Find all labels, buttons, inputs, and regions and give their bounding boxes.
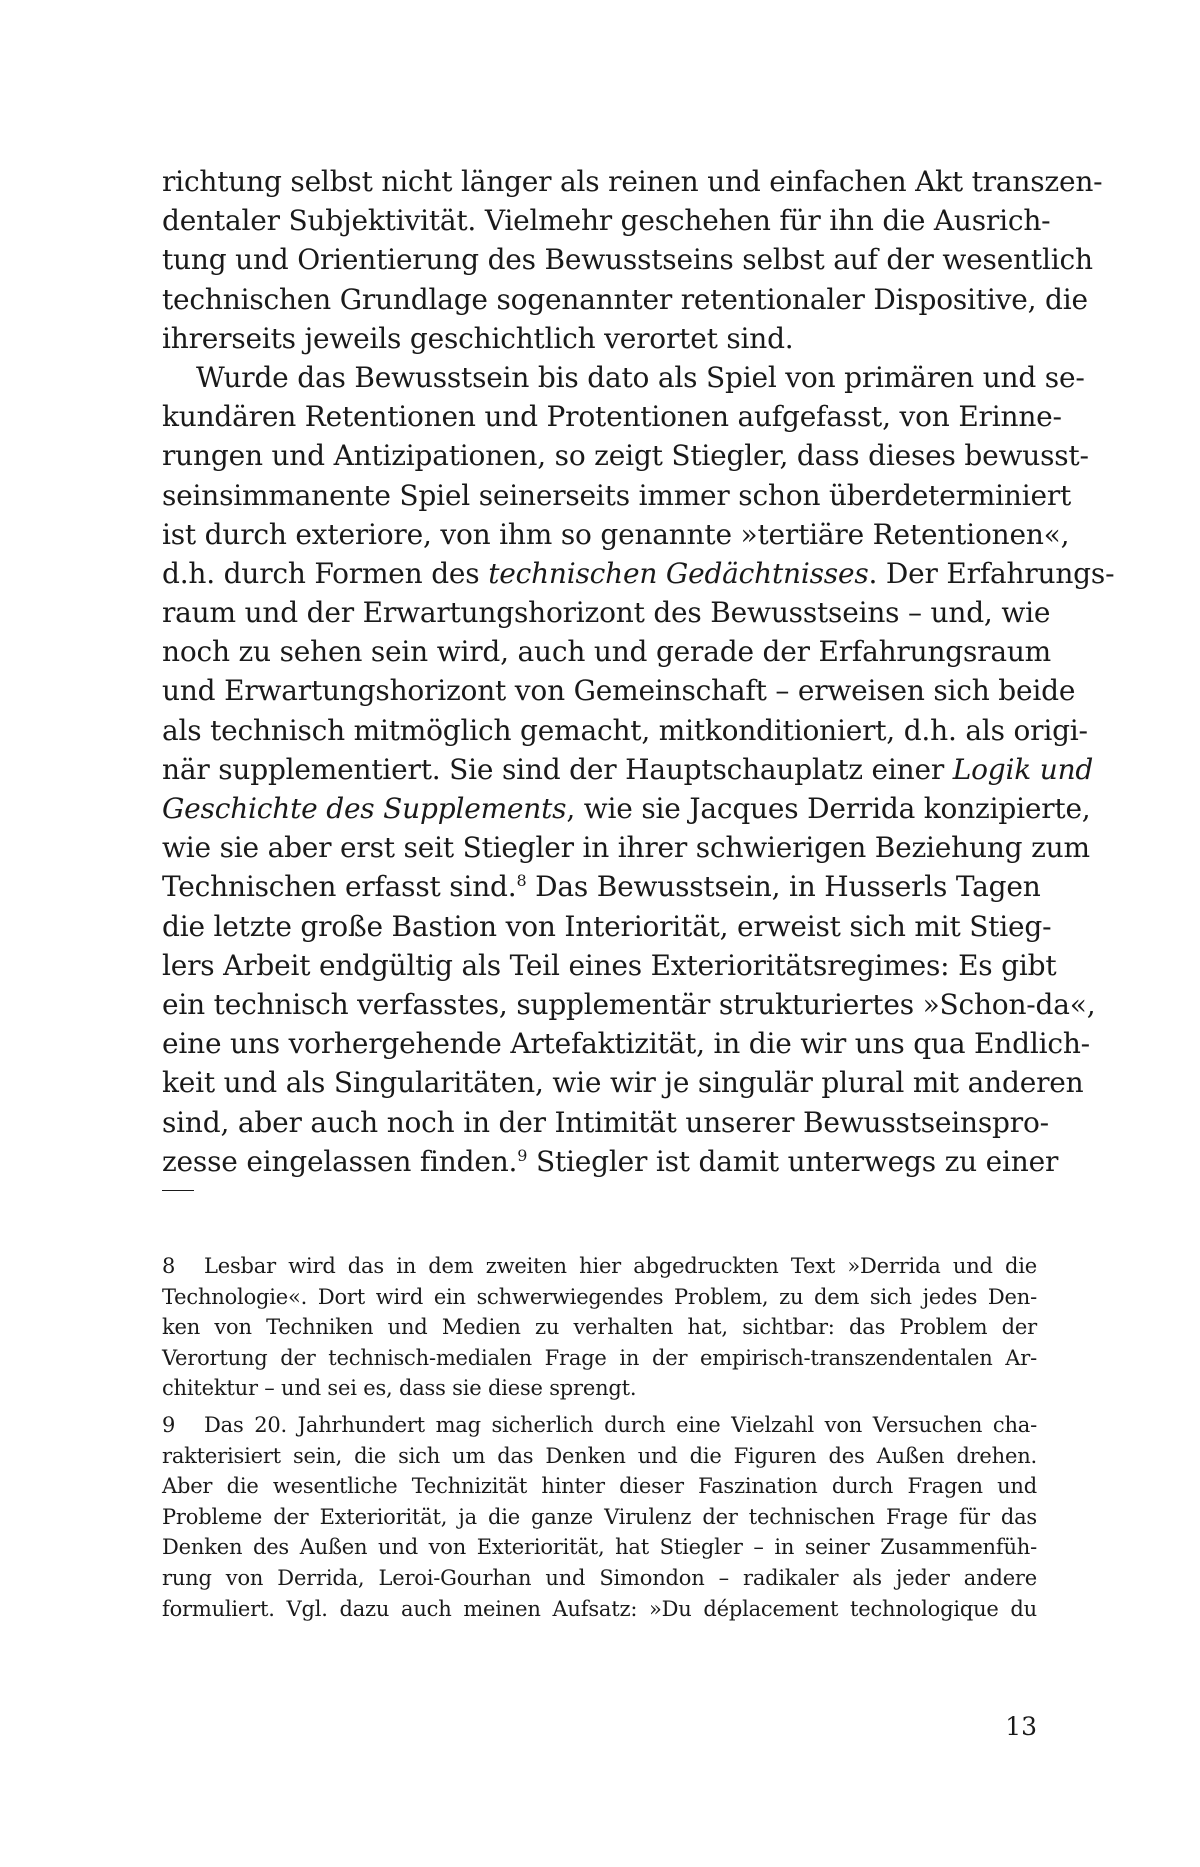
- body-line: rungen und Antizipationen, so zeigt Stiegler, dass dieses bewusst-: [162, 439, 1089, 473]
- body-line: die letzte große Bastion von Interiorität, erweist sich mit Stieg-: [162, 909, 1052, 943]
- footnote-line: chitektur – und sei es, dass sie diese sprengt.: [162, 1376, 637, 1401]
- body-text: [162, 162, 1115, 1181]
- footnote-line: [162, 1251, 1037, 1282]
- body-line: richtung selbst nicht länger als reinen und einfachen Akt transzen-: [162, 165, 1103, 198]
- footnote-line: Technologie«. Dort wird ein schwerwiegendes Problem, zu dem sich jedes Den-: [162, 1284, 1037, 1309]
- text-run: Das 20. Jahrhundert mag sicherlich durch eine Vielzahl von Versuchen cha-: [204, 1412, 1037, 1437]
- footnote-line: rung von Derrida, Leroi-Gourhan und Simondon – radikaler als jeder andere: [162, 1565, 1037, 1590]
- body-line: ein technisch verfasstes, supplementär strukturiertes »Schon-da«,: [162, 987, 1096, 1021]
- footnote-ref-9[interactable]: 9: [517, 1145, 528, 1165]
- body-line: [162, 1142, 1059, 1181]
- footnote-line: rakterisiert sein, die sich um das Denken und die Figuren des Außen drehen.: [162, 1443, 1037, 1468]
- body-line: eine uns vorhergehende Artefaktizität, in die wir uns qua Endlich-: [162, 1027, 1090, 1061]
- footnote-line: formuliert. Vgl. dazu auch meinen Aufsatz: »Du déplacement technologique du: [162, 1596, 1037, 1621]
- body-line: dentaler Subjektivität. Vielmehr geschehen für ihn die Ausrich-: [162, 204, 1051, 238]
- text-run: Stiegler ist damit unterwegs zu einer: [527, 1144, 1059, 1178]
- body-line: seinsimmanente Spiel seinerseits immer schon überdeterminiert: [162, 478, 1072, 512]
- text-run: , wie sie Jacques Derrida konzipierte,: [566, 792, 1091, 825]
- footnote-line: ken von Techniken und Medien zu verhalten hat, sichtbar: das Problem der: [162, 1315, 1037, 1340]
- footnotes: [162, 1251, 1037, 1624]
- text-run: zesse eingelassen finden.: [162, 1144, 518, 1178]
- footnote-line: Verortung der technisch-medialen Frage in der empirisch-transzendentalen Ar-: [162, 1345, 1037, 1370]
- footnote-8: [162, 1251, 1037, 1404]
- body-line: noch zu sehen sein wird, auch und gerade der Erfahrungsraum: [162, 635, 1052, 669]
- footnote-line: Probleme der Exteriorität, ja die ganze Virulenz der technischen Frage für das: [162, 1504, 1037, 1529]
- footnote-line: Denken des Außen und von Exteriorität, hat Stiegler – in seiner Zusammenfüh-: [162, 1535, 1037, 1560]
- text-run: d.h. durch Formen des: [162, 556, 489, 590]
- body-line: Wurde das Bewusstsein bis dato als Spiel von primären und se-: [196, 360, 1085, 394]
- text-run: . Der Erfahrungs-: [868, 556, 1115, 590]
- body-line: [162, 750, 1094, 789]
- body-line: als technisch mitmöglich gemacht, mitkonditioniert, d.h. als origi-: [162, 713, 1088, 747]
- text-run: Das Bewusstsein, in Husserls Tagen: [526, 870, 1041, 904]
- body-line: keit und als Singularitäten, wie wir je singulär plural mit anderen: [162, 1066, 1084, 1100]
- footnote-ref-8[interactable]: 8: [516, 871, 527, 891]
- emphasis-text: technischen Gedächtnisses: [488, 556, 869, 590]
- body-line: technischen Grundlage sogenannter retentionaler Dispositive, die: [162, 282, 1088, 316]
- text-run: Technischen erfasst sind.: [162, 870, 517, 904]
- footnote-line: Aber die wesentliche Technizität hinter dieser Faszination durch Fragen und: [162, 1474, 1037, 1499]
- emphasis-text: Geschichte des Supplements: [162, 792, 567, 825]
- footnote-separator: [162, 1190, 194, 1191]
- text-run: när supplementiert. Sie sind der Hauptschauplatz einer: [162, 752, 953, 786]
- page-number: 13: [1005, 1712, 1037, 1741]
- body-line: und Erwartungshorizont von Gemeinschaft – erweisen sich beide: [162, 674, 1076, 708]
- body-line: ihrerseits jeweils geschichtlich verortet sind.: [162, 321, 794, 355]
- footnote-line: [162, 1410, 1037, 1441]
- body-line: [162, 789, 1091, 828]
- footnote-number: 9: [162, 1412, 176, 1437]
- body-line: [162, 554, 1115, 593]
- footnote-number: 8: [162, 1254, 176, 1278]
- body-line: raum und der Erwartungshorizont des Bewusstseins – und, wie: [162, 596, 1051, 630]
- body-line: wie sie aber erst seit Stiegler in ihrer schwierigen Beziehung zum: [162, 831, 1090, 865]
- emphasis-text: Logik und: [952, 752, 1094, 786]
- body-line: lers Arbeit endgültig als Teil eines Exterioritätsregimes: Es gibt: [162, 948, 1057, 982]
- body-line: kundären Retentionen und Protentionen aufgefasst, von Erinne-: [162, 400, 1062, 434]
- footnote-9: [162, 1410, 1037, 1624]
- body-line: tung und Orientierung des Bewusstseins selbst auf der wesentlich: [162, 243, 1093, 277]
- body-line: sind, aber auch noch in der Intimität unserer Bewusstseinspro-: [162, 1105, 1049, 1139]
- text-run: Lesbar wird das in dem zweiten hier abgedruckten Text »Derrida und die: [204, 1254, 1037, 1278]
- body-line: ist durch exteriore, von ihm so genannte »tertiäre Retentionen«,: [162, 517, 1070, 551]
- body-line: [162, 867, 1041, 906]
